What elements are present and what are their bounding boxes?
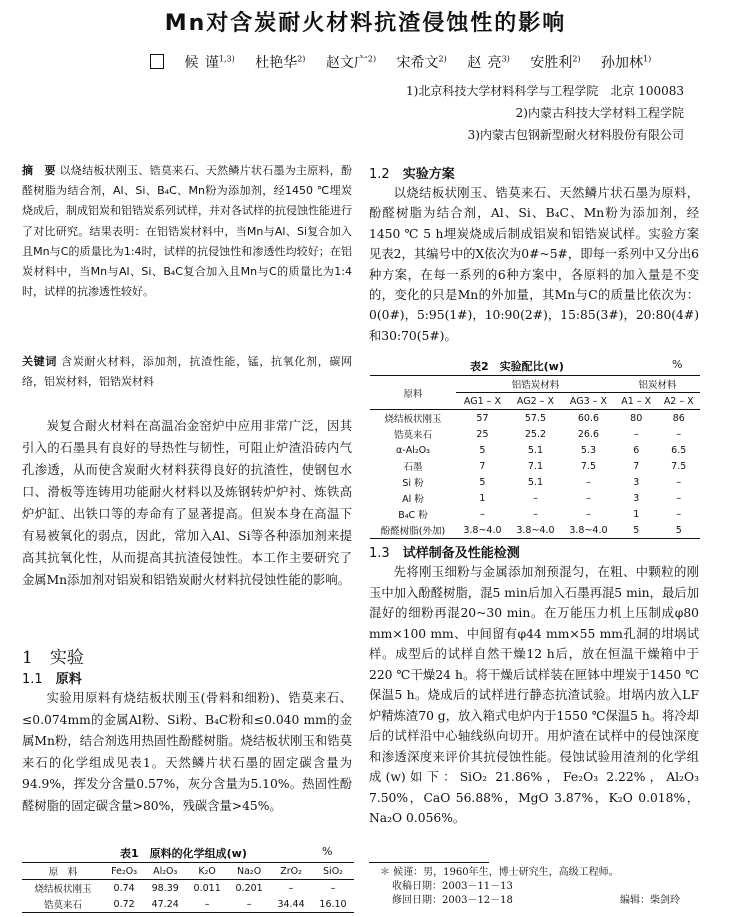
subsection-heading: 1.1 原料 (22, 672, 82, 687)
table-header: A2 – X (663, 395, 694, 407)
table-header: AG3 – X (569, 395, 607, 407)
subsection-heading: 1.3 试样制备及性能检测 (369, 546, 520, 561)
table-cell: 1 (479, 492, 486, 504)
table-cell: – (480, 508, 485, 520)
table-cell: 47.24 (151, 898, 179, 910)
author: 赵文广$^{2)}$ (325, 54, 377, 71)
table-cell: 6.5 (671, 444, 687, 456)
table-cell: 石墨 (403, 462, 423, 473)
table2 (370, 375, 700, 539)
abstract-label: 摘 要 (22, 164, 56, 177)
table-cell: 烧结板状刚玉 (34, 884, 92, 895)
author: 安胜利$^{2)}$ (530, 54, 581, 71)
table-row (370, 458, 700, 474)
table-cell: – (676, 492, 682, 504)
table-cell: 3.8~4.0 (463, 524, 502, 536)
keywords (22, 352, 352, 392)
table-row (370, 442, 700, 458)
table-cell: 锆莫来石 (44, 900, 83, 911)
table-cell: 5 (675, 524, 682, 536)
table-header: K₂O (198, 865, 216, 877)
table-header: Fe₂O₃ (111, 865, 138, 877)
table1-unit: % (322, 845, 333, 858)
table-header: A1 – X (621, 395, 652, 407)
table-cell: 5 (479, 476, 486, 488)
author: 候 谨$^{1,3)}$ (184, 54, 235, 71)
abstract (22, 161, 352, 302)
table-cell: 0.72 (113, 898, 135, 910)
author-list (150, 52, 665, 72)
table1 (22, 862, 354, 913)
table-header: SiO₂ (323, 865, 343, 877)
table2-caption: 表2 实验配比(w) (470, 360, 564, 373)
table-header: Na₂O (236, 865, 262, 877)
table-cell: 25.2 (524, 428, 547, 440)
footnote-received-date: 收稿日期：2003－11－13 (392, 881, 513, 892)
table-cell: 锆莫来石 (393, 430, 432, 441)
affiliation: 3)内蒙古包钢新型耐火材料股份有限公司 (467, 128, 684, 142)
author: 宋希文$^{2)}$ (396, 54, 447, 71)
table-header: Al₂O₃ (153, 865, 178, 877)
author: 赵 亮$^{3)}$ (467, 54, 510, 71)
table-header-row (22, 863, 354, 880)
table-row (370, 522, 700, 539)
table-cell: 25 (476, 428, 489, 440)
author: 孙加林$^{1)}$ (601, 54, 652, 71)
table-cell: 0.011 (193, 882, 221, 894)
materials-paragraph: 实验用原料有烧结板状刚玉(骨料和细粉)、锆莫来石、≤0.074mm的金属Al粉、Si粉、B₄C粉和≤0.040 mm的金属Mn粉，结合剂选用热固性酚醛树脂。烧结板状刚玉和锆莫来石的化学组成见表1。天然鳞片状石墨的固定碳含量为94.9%，挥发分含量0.57%，灰分含量为5.10%。热固性酚醛树脂的固定碳含量>80%，残碳含量>45%。 (22, 691, 352, 813)
table-cell: 98.39 (151, 882, 179, 894)
table-row (370, 426, 700, 442)
table-cell: – (330, 882, 336, 894)
table-row (22, 896, 354, 913)
table-cell: – (586, 476, 591, 488)
table-cell: 57 (476, 412, 489, 424)
table-cell: 5 (479, 444, 486, 456)
table-cell: 16.10 (319, 898, 347, 910)
table-cell: 0.201 (235, 882, 263, 894)
table-row (370, 490, 700, 506)
table-cell: 7 (479, 460, 486, 472)
table-cell: – (586, 492, 591, 504)
table-cell: 3.8~4.0 (516, 524, 555, 536)
table-cell: – (288, 882, 294, 894)
table-row (22, 880, 354, 897)
table-cell: 5.3 (580, 444, 596, 456)
table-cell: – (204, 898, 210, 910)
checkbox-square-icon (150, 54, 164, 69)
page-title: Mn对含炭耐火材料抗渣侵蚀性的影响 (164, 11, 567, 36)
table-cell: – (246, 898, 252, 910)
table-cell: 1 (633, 508, 640, 520)
footnote-author: ＊ 候谨：男，1960年生，博士研究生，高级工程师。 (380, 867, 619, 878)
table2-unit: % (672, 358, 683, 371)
table-cell: 5 (633, 524, 640, 536)
keywords-label: 关键词 (22, 355, 57, 368)
intro-paragraph: 炭复合耐火材料在高温冶金窑炉中应用非常广泛，因其引入的石墨具有良好的导热性与韧性，可阻止炉渣沿砖内气孔渗透，从而使含炭耐火材料获得良好的抗渣性，使钢包水口、滑板等连铸用功能耐火材料以及炼钢转炉炉衬、炼铁高炉炉缸、出铁口等的寿命有了显著提高。但炭本身在高温下有易被氧化的弱点，因此，常加入Al、Si等各种添加剂来提高其抗氧化性，从而提高其抗渣侵蚀性。本工作主要研究了金属Mn添加剂对铝炭和铝锆炭耐火材料抗侵蚀性能的影响。 (22, 419, 352, 587)
table-cell: 34.44 (277, 898, 305, 910)
table-cell: 0.74 (113, 882, 135, 894)
keywords-text: 含炭耐火材料，添加剂，抗渣性能，锰，抗氧化剂，碳网络，铝炭材料，铝锆炭材料 (22, 355, 353, 389)
table-cell: Al 粉 (402, 494, 424, 505)
table-cell: – (676, 476, 682, 488)
table1-caption: 表1 原料的化学组成(w) (120, 847, 247, 860)
table-cell: B₄C 粉 (398, 510, 428, 521)
scheme-paragraph: 以烧结板状刚玉、锆莫来石、天然鳞片状石墨为原料，酚醛树脂为结合剂，Al、Si、B₄C、Mn粉为添加剂，经1450 ℃ 5 h埋炭烧成后制成铝炭和铝锆炭试样。实验方案见表2，其编号中的X依次为0#~5#，即每一系列中又分出6种方案，在每一系列的6种方案中，各原料的加入量是不变的，变化的只是Mn的外加量，其Mn与C的质量比依次为：0(0#)，5:95(1#)，10:90(2#)，15:85(3#)，20:80(4#)和30:70(5#)。 (369, 186, 699, 343)
abstract-text: 以烧结板状刚玉、锆莫来石、天然鳞片状石墨为主原料，酚醛树脂为结合剂，Al、Si、B₄C、Mn粉为添加剂，经1450 ℃埋炭烧成后，制成铝炭和铝锆炭系列试样，并对各试样的抗侵蚀性能进行了对比研究。结果表明：在铝锆炭材料中，当Mn与Al、Si复合加入且Mn与C的质量比为1:4时，试样的抗侵蚀性和渗透性均较好；在铝炭材料中，当Mn与Al、Si、B₄C复合加入且Mn与C的质量比为1:4时，试样的抗渗透性较好。 (22, 164, 353, 299)
table-cell: – (533, 492, 538, 504)
table-cell: 7 (633, 460, 640, 472)
footnote-divider (369, 862, 489, 863)
table-cell: – (676, 428, 682, 440)
table-cell: 7.5 (671, 460, 687, 472)
table-cell: 57.5 (524, 412, 547, 424)
table-cell: α-Al₂O₃ (396, 444, 430, 456)
table-cell: – (533, 508, 538, 520)
table-row (370, 506, 700, 522)
table-header: 原 料 (48, 867, 78, 878)
table-cell: 86 (672, 412, 685, 424)
table-cell: 酚醛树脂(外加) (380, 526, 446, 537)
table-cell: 3 (633, 476, 640, 488)
footnote-revised-date: 修回日期：2003－12－18 (392, 895, 513, 906)
table-cell: 3 (633, 492, 640, 504)
table-cell: 5.1 (527, 476, 543, 488)
table-cell: 26.6 (577, 428, 600, 440)
table-cell: 6 (633, 444, 640, 456)
table-header: 铝锆炭材料 (456, 376, 615, 393)
table-cell: – (633, 428, 639, 440)
table-header: AG1 – X (463, 395, 501, 407)
affiliation: 1)北京科技大学材料科学与工程学院 北京 100083 (406, 84, 684, 98)
table-cell: 7.1 (527, 460, 543, 472)
table-header: 铝炭材料 (615, 376, 700, 393)
table-cell: 80 (630, 412, 643, 424)
table-cell: – (676, 508, 682, 520)
section-heading: 1 实验 (22, 648, 84, 668)
table-row (370, 474, 700, 490)
affiliation: 2)内蒙古科技大学材料工程学院 (515, 106, 684, 120)
table-cell: 60.6 (577, 412, 600, 424)
subsection-heading: 1.2 实验方案 (369, 167, 455, 182)
table-header: ZrO₂ (280, 865, 302, 877)
preparation-paragraph: 先将刚玉细粉与金属添加剂预混匀，在粗、中颗粒的刚玉中加入酚醛树脂，混5 min后加入石墨再混5 min，最后加混好的细粉再混20~30 min。在万能压力机上压制成φ80 mm×100 mm、中间留有φ44 mm×55 mm孔洞的坩埚试样。成型后的试样自然干燥12 h后，放在恒温干燥箱中于220 ℃干燥24 h。将干燥后试样装在匣钵中埋炭于1450 ℃保温5 h。烧成后的试样进行静态抗渣试验。坩埚内放入LF炉精炼渣70 g，放入箱式电炉内于1550 ℃保温5 h。将冷却后的试样沿中心轴线纵向切开。用炉渣在试样中的侵蚀深度和渗透深度来评价其抗侵蚀性能。侵蚀试验用渣剂的化学组成(w)如下：SiO₂ 21.86%，Fe₂O₃ 2.22%，Al₂O₃ 7.50%，CaO 56.88%，MgO 3.87%，K₂O 0.018%，Na₂O 0.056%。 (369, 565, 699, 825)
table-row (370, 410, 700, 427)
table-header: AG2 – X (516, 395, 554, 407)
author: 杜艳华$^{2)}$ (255, 54, 306, 71)
table-cell: Si 粉 (402, 478, 424, 489)
footnote-editor: 编辑：柴剑玲 (620, 895, 680, 906)
table-header: 原料 (370, 376, 456, 410)
table-cell: 5.1 (527, 444, 543, 456)
table-header-row (370, 376, 700, 393)
table-cell: – (586, 508, 591, 520)
table-cell: 烧结板状刚玉 (384, 414, 442, 425)
table-cell: 7.5 (580, 460, 596, 472)
table-cell: 3.8~4.0 (569, 524, 608, 536)
